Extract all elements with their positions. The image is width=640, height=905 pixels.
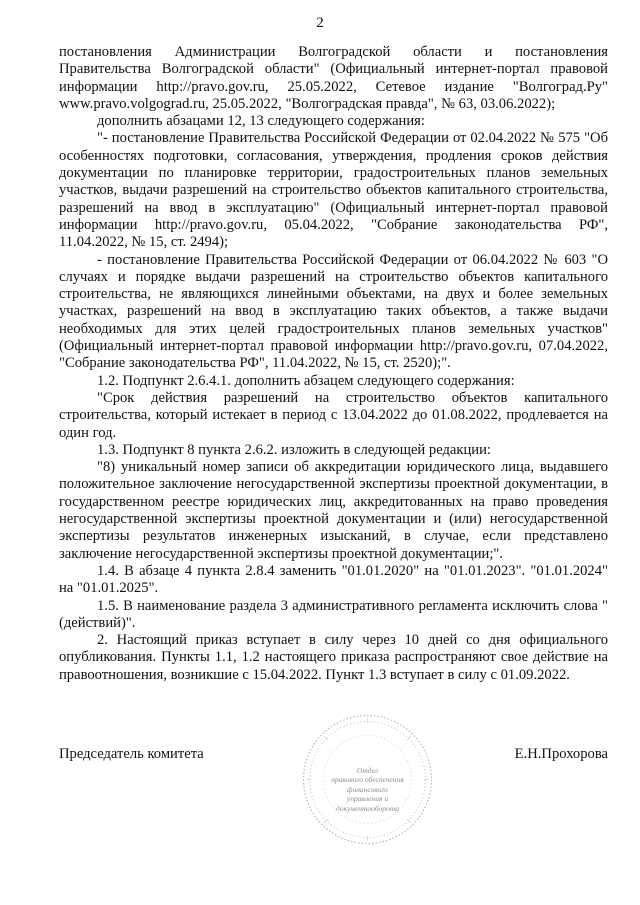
paragraph-3: "- постановление Правительства Российской Федерации от 02.04.2022 № 575 "Об особенностях подготовки, согласования, утверждения, продления сроков действия документации по планировке территории, градостроительных планов земельных участков, выдачи разрешений на строительство объектов капитального строительства, разрешений на ввод в эксплуатацию" (Официальный интернет-портал правовой информации http://pravo.gov.ru, 05.04.2022, "Собрание законодательства РФ", 11.04.2022, № 15, ст. 2494); (59, 130, 608, 251)
paragraph-4: - постановление Правительства Российской Федерации от 06.04.2022 № 603 "О случаях и порядке выдачи разрешений на строительство объектов капитального строительства, не являющихся линейными объектами, на двух и более земельных участках, разрешений на ввод в эксплуатацию таких объектов, а также выдачи необходимых для этих целей градостроительных планов земельных участков" (Официальный интернет-портал правовой информации http://pravo.gov.ru, 07.04.2022, "Собрание законодательства РФ", 11.04.2022, № 15, ст. 2520);". (59, 251, 608, 372)
paragraph-9: 1.4. В абзаце 4 пункта 2.8.4 заменить "01.01.2020" на "01.01.2023". "01.01.2024" на "01.01.2025". (59, 562, 608, 597)
stamp-line: документооборота (335, 803, 400, 813)
stamp-text (330, 766, 405, 813)
paragraph-2: дополнить абзацами 12, 13 следующего содержания: (97, 113, 425, 130)
stamp-line: Отдел (356, 766, 379, 775)
stamp-line: управления и (346, 794, 389, 804)
stamp-line: правового обеспечения (331, 775, 404, 785)
paragraph-1: постановления Администрации Волгоградской области и постановления Правительства Волгоградской области" (Официальный интернет-портал правовой информации http://pravo.gov.ru, 25.05.2022, Сетевое издание "Волгоград.Ру" www.pravo.volgograd.ru, 25.05.2022, "Волгоградская правда", № 63, 03.06.2022); (59, 44, 608, 112)
stamp-line: финансового (347, 784, 388, 794)
page-number: 2 (316, 15, 324, 31)
paragraph-5: 1.2. Подпункт 2.6.4.1. дополнить абзацем следующего содержания: (97, 372, 515, 389)
signatory-title: Председатель комитета (59, 746, 204, 762)
document-body (59, 44, 608, 684)
paragraph-8: "8) уникальный номер записи об аккредитации юридического лица, выдавшего положительное заключение негосударственной экспертизы проектной документации, в государственном реестре юридических лиц, аккредитованных на право проведения негосударственной экспертизы проектной документации и (или) негосударственной экспертизы результатов инженерных изысканий, в случае, если представлено заключение негосударственной экспертизы проектной документации;". (59, 459, 608, 562)
signature-block (59, 746, 608, 766)
paragraph-10: 1.5. В наименование раздела 3 административного регламента исключить слова "(действий)". (59, 597, 608, 631)
paragraph-6: "Срок действия разрешений на строительство объектов капитального строительства, который истекает в период с 13.04.2022 до 01.08.2022, продлевается на один год. (59, 389, 608, 441)
paragraph-11: 2. Настоящий приказ вступает в силу через 10 дней со дня официального опубликования. Пункты 1.1, 1.2 настоящего приказа распространяют свое действие на правоотношения, возникшие с 15.04.2022. Пункт 1.3 вступает в силу с 01.09.2022. (59, 632, 608, 683)
paragraph-7: 1.3. Подпункт 8 пункта 2.6.2. изложить в следующей редакции: (97, 441, 491, 458)
signatory-name: Е.Н.Прохорова (514, 746, 608, 762)
